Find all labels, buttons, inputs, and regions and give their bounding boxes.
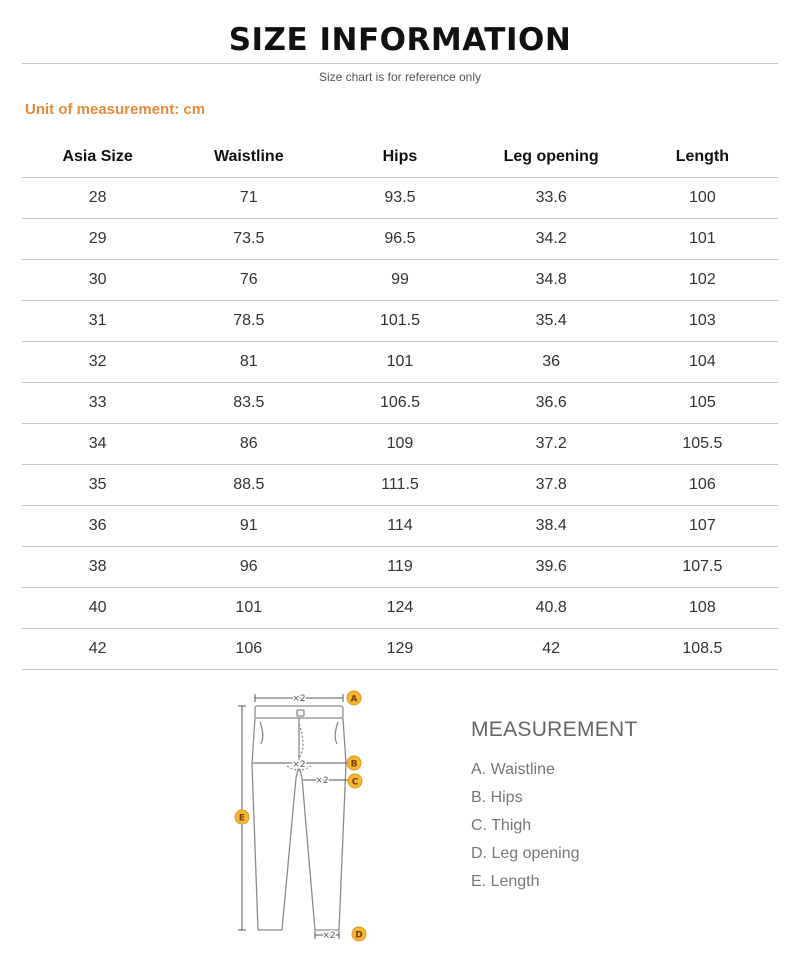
cell-waistline: 81 xyxy=(173,342,324,383)
measurement-title: MEASUREMENT xyxy=(471,718,638,741)
legend-item-hips: B. Hips xyxy=(471,789,523,806)
cell-leg-opening: 35.4 xyxy=(476,301,627,342)
svg-text:A: A xyxy=(350,694,358,705)
cell-leg-opening: 34.2 xyxy=(476,219,627,260)
cell-waistline: 71 xyxy=(173,178,324,219)
cell-hips: 106.5 xyxy=(324,383,475,424)
cell-leg-opening: 36 xyxy=(476,342,627,383)
cell-leg-opening: 34.8 xyxy=(476,260,627,301)
cell-leg-opening: 42 xyxy=(476,629,627,670)
cell-asia-size: 38 xyxy=(22,547,173,588)
cell-length: 108.5 xyxy=(627,629,778,670)
table-row xyxy=(22,383,778,424)
badge-e xyxy=(235,810,249,824)
cell-asia-size: 34 xyxy=(22,424,173,465)
cell-asia-size: 32 xyxy=(22,342,173,383)
cell-leg-opening: 36.6 xyxy=(476,383,627,424)
cell-waistline: 83.5 xyxy=(173,383,324,424)
table-row xyxy=(22,629,778,670)
cell-leg-opening: 38.4 xyxy=(476,506,627,547)
cell-length: 107 xyxy=(627,506,778,547)
pants-outline xyxy=(252,706,346,930)
table-row xyxy=(22,301,778,342)
table-row xyxy=(22,219,778,260)
table-row xyxy=(22,547,778,588)
cell-hips: 129 xyxy=(324,629,475,670)
measurement-legend xyxy=(471,760,580,900)
cell-asia-size: 29 xyxy=(22,219,173,260)
badge-d xyxy=(352,927,366,941)
reference-note: Size chart is for reference only xyxy=(318,70,482,84)
cell-hips: 119 xyxy=(324,547,475,588)
cell-length: 108 xyxy=(627,588,778,629)
cell-hips: 101 xyxy=(324,342,475,383)
table-row xyxy=(22,588,778,629)
cell-leg-opening: 37.8 xyxy=(476,465,627,506)
cell-waistline: 86 xyxy=(173,424,324,465)
cell-length: 100 xyxy=(627,178,778,219)
page-title: SIZE INFORMATION xyxy=(228,22,572,58)
svg-text:E: E xyxy=(238,813,246,824)
header-length: Length xyxy=(627,137,778,178)
table-row xyxy=(22,424,778,465)
table-body xyxy=(22,178,778,670)
cell-hips: 96.5 xyxy=(324,219,475,260)
leg-opening-multiplier: ×2 xyxy=(322,931,336,941)
cell-length: 106 xyxy=(627,465,778,506)
thigh-multiplier: ×2 xyxy=(315,776,329,786)
cell-hips: 114 xyxy=(324,506,475,547)
cell-asia-size: 31 xyxy=(22,301,173,342)
table-row xyxy=(22,465,778,506)
svg-text:B: B xyxy=(350,759,358,770)
badge-b xyxy=(347,756,361,770)
table-row xyxy=(22,260,778,301)
waist-multiplier: ×2 xyxy=(292,694,306,704)
cell-waistline: 76 xyxy=(173,260,324,301)
table-row xyxy=(22,506,778,547)
pants-diagram xyxy=(225,684,375,946)
cell-hips: 93.5 xyxy=(324,178,475,219)
cell-hips: 111.5 xyxy=(324,465,475,506)
cell-length: 105 xyxy=(627,383,778,424)
hips-multiplier: ×2 xyxy=(292,760,306,770)
cell-asia-size: 42 xyxy=(22,629,173,670)
svg-text:D: D xyxy=(355,930,363,941)
cell-length: 105.5 xyxy=(627,424,778,465)
size-table xyxy=(22,137,778,670)
header-leg-opening: Leg opening xyxy=(476,137,627,178)
cell-asia-size: 40 xyxy=(22,588,173,629)
cell-leg-opening: 37.2 xyxy=(476,424,627,465)
svg-text:C: C xyxy=(351,777,359,788)
cell-length: 103 xyxy=(627,301,778,342)
legend-item-waistline: A. Waistline xyxy=(471,761,555,778)
legend-item-length: E. Length xyxy=(471,873,540,890)
cell-length: 107.5 xyxy=(627,547,778,588)
cell-waistline: 101 xyxy=(173,588,324,629)
cell-waistline: 106 xyxy=(173,629,324,670)
cell-leg-opening: 33.6 xyxy=(476,178,627,219)
cell-asia-size: 33 xyxy=(22,383,173,424)
cell-waistline: 73.5 xyxy=(173,219,324,260)
legend-item-thigh: C. Thigh xyxy=(471,817,532,834)
cell-waistline: 88.5 xyxy=(173,465,324,506)
cell-length: 102 xyxy=(627,260,778,301)
cell-length: 101 xyxy=(627,219,778,260)
cell-asia-size: 30 xyxy=(22,260,173,301)
cell-asia-size: 35 xyxy=(22,465,173,506)
cell-asia-size: 36 xyxy=(22,506,173,547)
badge-a xyxy=(347,691,361,705)
table-header-row xyxy=(22,137,778,178)
cell-leg-opening: 39.6 xyxy=(476,547,627,588)
title-divider xyxy=(22,63,778,64)
cell-hips: 124 xyxy=(324,588,475,629)
header-asia-size: Asia Size xyxy=(22,137,173,178)
cell-length: 104 xyxy=(627,342,778,383)
header-waistline: Waistline xyxy=(173,137,324,178)
badge-c xyxy=(348,774,362,788)
cell-hips: 99 xyxy=(324,260,475,301)
header-hips: Hips xyxy=(324,137,475,178)
cell-waistline: 91 xyxy=(173,506,324,547)
legend-item-leg-opening: D. Leg opening xyxy=(471,845,580,862)
cell-asia-size: 28 xyxy=(22,178,173,219)
table-row xyxy=(22,342,778,383)
cell-leg-opening: 40.8 xyxy=(476,588,627,629)
cell-hips: 109 xyxy=(324,424,475,465)
cell-waistline: 78.5 xyxy=(173,301,324,342)
cell-hips: 101.5 xyxy=(324,301,475,342)
table-row xyxy=(22,178,778,219)
cell-waistline: 96 xyxy=(173,547,324,588)
unit-label: Unit of measurement: cm xyxy=(25,101,206,118)
